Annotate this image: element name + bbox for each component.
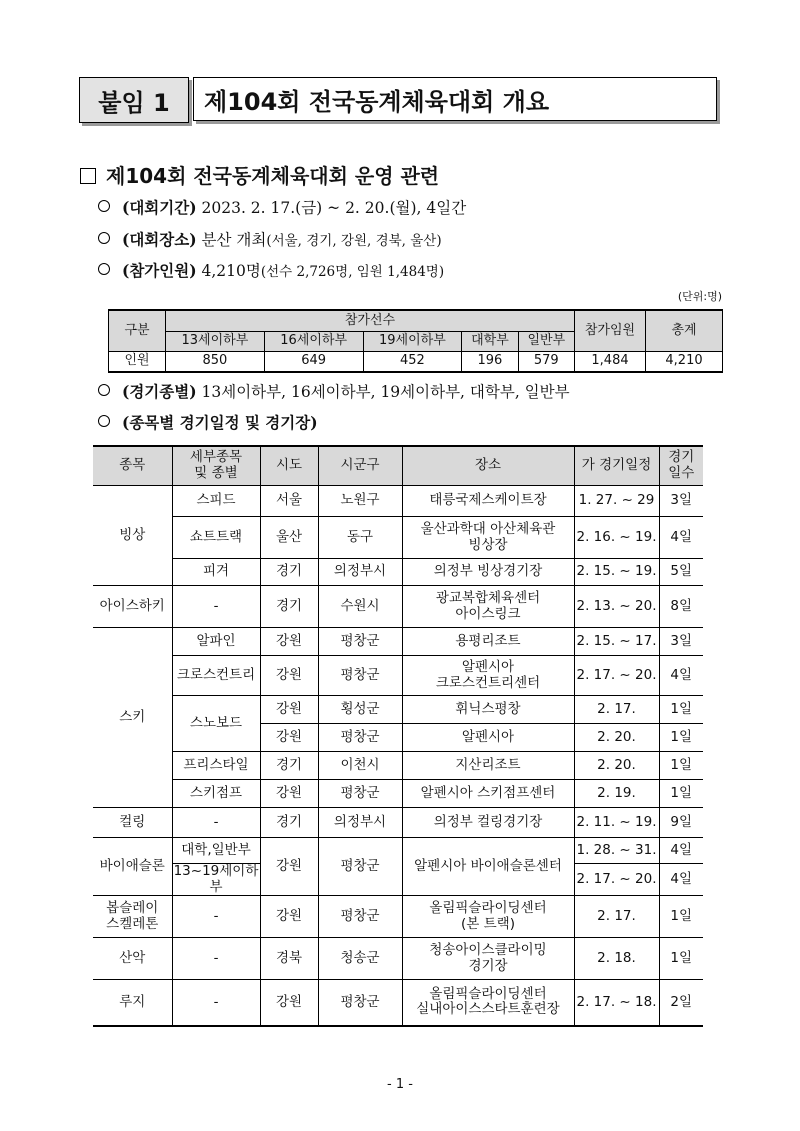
cell-venue: 울산과학대 아산체육관 빙상장 xyxy=(402,517,574,559)
cell-days: 1일 xyxy=(659,724,703,752)
bullet-schedule: (종목별 경기일정 및 경기장) xyxy=(98,411,318,433)
cell-sport: 아이스하키 xyxy=(93,586,172,628)
cell-province: 강원 xyxy=(260,656,318,696)
cell-days: 4일 xyxy=(659,838,703,864)
cell-venue: 지산리조트 xyxy=(402,752,574,780)
cell-days: 8일 xyxy=(659,586,703,628)
cell-venue: 태릉국제스케이트장 xyxy=(402,486,574,517)
cell-dates: 2. 17. ~ 20. xyxy=(574,656,659,696)
cell-days: 1일 xyxy=(659,696,703,724)
cell-province: 경기 xyxy=(260,586,318,628)
table-row xyxy=(93,938,703,980)
cell-sport: 산악 xyxy=(93,938,172,980)
unit-note: (단위:명) xyxy=(677,290,722,303)
col-header-group: 대학부 xyxy=(462,332,518,352)
cell-district: 동구 xyxy=(318,517,402,559)
cell-days: 2일 xyxy=(659,980,703,1026)
cell-district: 평창군 xyxy=(318,980,402,1026)
cell-sub-event: - xyxy=(172,896,260,938)
cell-sub-event: 피겨 xyxy=(172,559,260,586)
cell-dates: 2. 17. xyxy=(574,896,659,938)
table-row xyxy=(93,696,703,724)
cell-value: 196 xyxy=(462,352,518,373)
cell-dates: 2. 20. xyxy=(574,724,659,752)
cell-venue: 휘닉스평창 xyxy=(402,696,574,724)
cell-sub-event: 스피드 xyxy=(172,486,260,517)
cell-sub-event: 스키점프 xyxy=(172,780,260,808)
cell-sub-event: - xyxy=(172,808,260,838)
cell-sub-event: 알파인 xyxy=(172,628,260,656)
cell-district: 이천시 xyxy=(318,752,402,780)
cell-value: 579 xyxy=(518,352,574,373)
cell-district: 횡성군 xyxy=(318,696,402,724)
cell-venue: 올림픽슬라이딩센터 실내아이스스타트훈련장 xyxy=(402,980,574,1026)
col-header-group: 일반부 xyxy=(518,332,574,352)
table-row xyxy=(93,486,703,517)
col-header: 시도 xyxy=(260,446,318,486)
cell-province: 강원 xyxy=(260,838,318,896)
cell-province: 강원 xyxy=(260,980,318,1026)
cell-sport: 루지 xyxy=(93,980,172,1026)
row-label: 인원 xyxy=(109,352,166,373)
cell-province: 강원 xyxy=(260,724,318,752)
col-header: 장소 xyxy=(402,446,574,486)
cell-district: 의정부시 xyxy=(318,808,402,838)
col-header-group: 19세이하부 xyxy=(363,332,462,352)
cell-province: 울산 xyxy=(260,517,318,559)
table-row xyxy=(93,517,703,559)
col-header: 경기 일수 xyxy=(659,446,703,486)
schedule-table xyxy=(93,445,703,1027)
cell-sub-event: 대학,일반부 xyxy=(172,838,260,864)
table-row xyxy=(93,896,703,938)
cell-dates: 1. 28. ~ 31. xyxy=(574,838,659,864)
col-header: 시군구 xyxy=(318,446,402,486)
cell-province: 강원 xyxy=(260,896,318,938)
table-row xyxy=(93,559,703,586)
cell-days: 5일 xyxy=(659,559,703,586)
cell-days: 3일 xyxy=(659,486,703,517)
table-row xyxy=(93,586,703,628)
cell-district: 평창군 xyxy=(318,628,402,656)
cell-value: 649 xyxy=(264,352,363,373)
cell-sport: 빙상 xyxy=(93,486,172,586)
cell-dates: 2. 16. ~ 19. xyxy=(574,517,659,559)
cell-sport: 스키 xyxy=(93,628,172,808)
attachment-tag: 붙임 1 xyxy=(79,77,189,123)
cell-district: 평창군 xyxy=(318,838,402,896)
cell-sub-event: 크로스컨트리 xyxy=(172,656,260,696)
bullet-events: (경기종별) 13세이하부, 16세이하부, 19세이하부, 대학부, 일반부 xyxy=(98,380,570,402)
cell-province: 경기 xyxy=(260,808,318,838)
cell-venue: 의정부 컬링경기장 xyxy=(402,808,574,838)
cell-value: 452 xyxy=(363,352,462,373)
table-row xyxy=(93,980,703,1026)
cell-venue: 알펜시아 xyxy=(402,724,574,752)
col-header-players: 참가선수 xyxy=(166,310,575,332)
cell-district: 평창군 xyxy=(318,896,402,938)
cell-province: 경기 xyxy=(260,752,318,780)
bullet-venue: (대회장소) 분산 개최(서울, 경기, 강원, 경북, 울산) xyxy=(98,228,442,250)
table-row xyxy=(93,808,703,838)
cell-venue: 올림픽슬라이딩센터 (본 트랙) xyxy=(402,896,574,938)
circle-bullet-icon xyxy=(98,263,110,275)
table-row xyxy=(93,656,703,696)
cell-dates: 2. 17. xyxy=(574,696,659,724)
cell-sub-event: 쇼트트랙 xyxy=(172,517,260,559)
page-number: - 1 - xyxy=(387,1077,413,1092)
col-header: 세부종목 및 종별 xyxy=(172,446,260,486)
cell-dates: 2. 20. xyxy=(574,752,659,780)
square-bullet-icon xyxy=(80,168,96,184)
cell-dates: 1. 27. ~ 29 xyxy=(574,486,659,517)
cell-dates: 2. 18. xyxy=(574,938,659,980)
cell-venue: 알펜시아 바이애슬론센터 xyxy=(402,838,574,896)
cell-venue: 의정부 빙상경기장 xyxy=(402,559,574,586)
cell-province: 강원 xyxy=(260,628,318,656)
circle-bullet-icon xyxy=(98,200,110,212)
cell-district: 의정부시 xyxy=(318,559,402,586)
cell-sub-event: - xyxy=(172,980,260,1026)
col-header-category: 구분 xyxy=(109,310,166,352)
cell-days: 1일 xyxy=(659,780,703,808)
cell-district: 평창군 xyxy=(318,780,402,808)
col-header: 가 경기일정 xyxy=(574,446,659,486)
cell-province: 경북 xyxy=(260,938,318,980)
cell-days: 3일 xyxy=(659,628,703,656)
cell-venue: 알펜시아 크로스컨트리센터 xyxy=(402,656,574,696)
cell-days: 4일 xyxy=(659,517,703,559)
bullet-period: (대회기간) 2023. 2. 17.(금) ~ 2. 20.(월), 4일간 xyxy=(98,196,466,218)
document-title: 제104회 전국동계체육대회 개요 xyxy=(193,77,717,121)
cell-value: 850 xyxy=(166,352,265,373)
cell-district: 평창군 xyxy=(318,724,402,752)
table-row xyxy=(93,752,703,780)
col-header-group: 13세이하부 xyxy=(166,332,265,352)
cell-sport: 봅슬레이 스켈레톤 xyxy=(93,896,172,938)
col-header-group: 16세이하부 xyxy=(264,332,363,352)
cell-days: 9일 xyxy=(659,808,703,838)
table-row xyxy=(93,628,703,656)
cell-days: 1일 xyxy=(659,896,703,938)
cell-sub-event: 프리스타일 xyxy=(172,752,260,780)
cell-dates: 2. 19. xyxy=(574,780,659,808)
col-header-officials: 참가임원 xyxy=(575,310,646,352)
cell-sub-event: - xyxy=(172,586,260,628)
cell-sport: 바이애슬론 xyxy=(93,838,172,896)
cell-province: 서울 xyxy=(260,486,318,517)
cell-district: 청송군 xyxy=(318,938,402,980)
cell-days: 4일 xyxy=(659,656,703,696)
cell-district: 수원시 xyxy=(318,586,402,628)
circle-bullet-icon xyxy=(98,232,110,244)
table-row xyxy=(93,780,703,808)
cell-district: 평창군 xyxy=(318,656,402,696)
cell-venue: 광교복합체육센터 아이스링크 xyxy=(402,586,574,628)
cell-dates: 2. 11. ~ 19. xyxy=(574,808,659,838)
cell-days: 1일 xyxy=(659,938,703,980)
table-row xyxy=(93,838,703,864)
cell-province: 경기 xyxy=(260,559,318,586)
bullet-people: (참가인원) 4,210명(선수 2,726명, 임원 1,484명) xyxy=(98,259,444,281)
cell-sub-event: - xyxy=(172,938,260,980)
cell-venue: 용평리조트 xyxy=(402,628,574,656)
section-heading: 제104회 전국동계체육대회 운영 관련 xyxy=(80,160,439,189)
col-header-total: 총계 xyxy=(646,310,723,352)
cell-dates: 2. 15. ~ 17. xyxy=(574,628,659,656)
cell-days: 1일 xyxy=(659,752,703,780)
cell-dates: 2. 17. ~ 18. xyxy=(574,980,659,1026)
cell-dates: 2. 17. ~ 20. xyxy=(574,864,659,896)
cell-province: 강원 xyxy=(260,696,318,724)
cell-sport: 컬링 xyxy=(93,808,172,838)
cell-dates: 2. 15. ~ 19. xyxy=(574,559,659,586)
participants-table xyxy=(108,309,723,373)
col-header: 종목 xyxy=(93,446,172,486)
cell-total: 4,210 xyxy=(646,352,723,373)
cell-sub-event: 스노보드 xyxy=(172,696,260,752)
circle-bullet-icon xyxy=(98,415,110,427)
cell-days: 4일 xyxy=(659,864,703,896)
cell-officials: 1,484 xyxy=(575,352,646,373)
cell-dates: 2. 13. ~ 20. xyxy=(574,586,659,628)
cell-venue: 청송아이스클라이밍 경기장 xyxy=(402,938,574,980)
circle-bullet-icon xyxy=(98,384,110,396)
cell-sub-event: 13~19세이하부 xyxy=(173,863,259,895)
cell-province: 강원 xyxy=(260,780,318,808)
cell-district: 노원구 xyxy=(318,486,402,517)
cell-venue: 알펜시아 스키점프센터 xyxy=(402,780,574,808)
